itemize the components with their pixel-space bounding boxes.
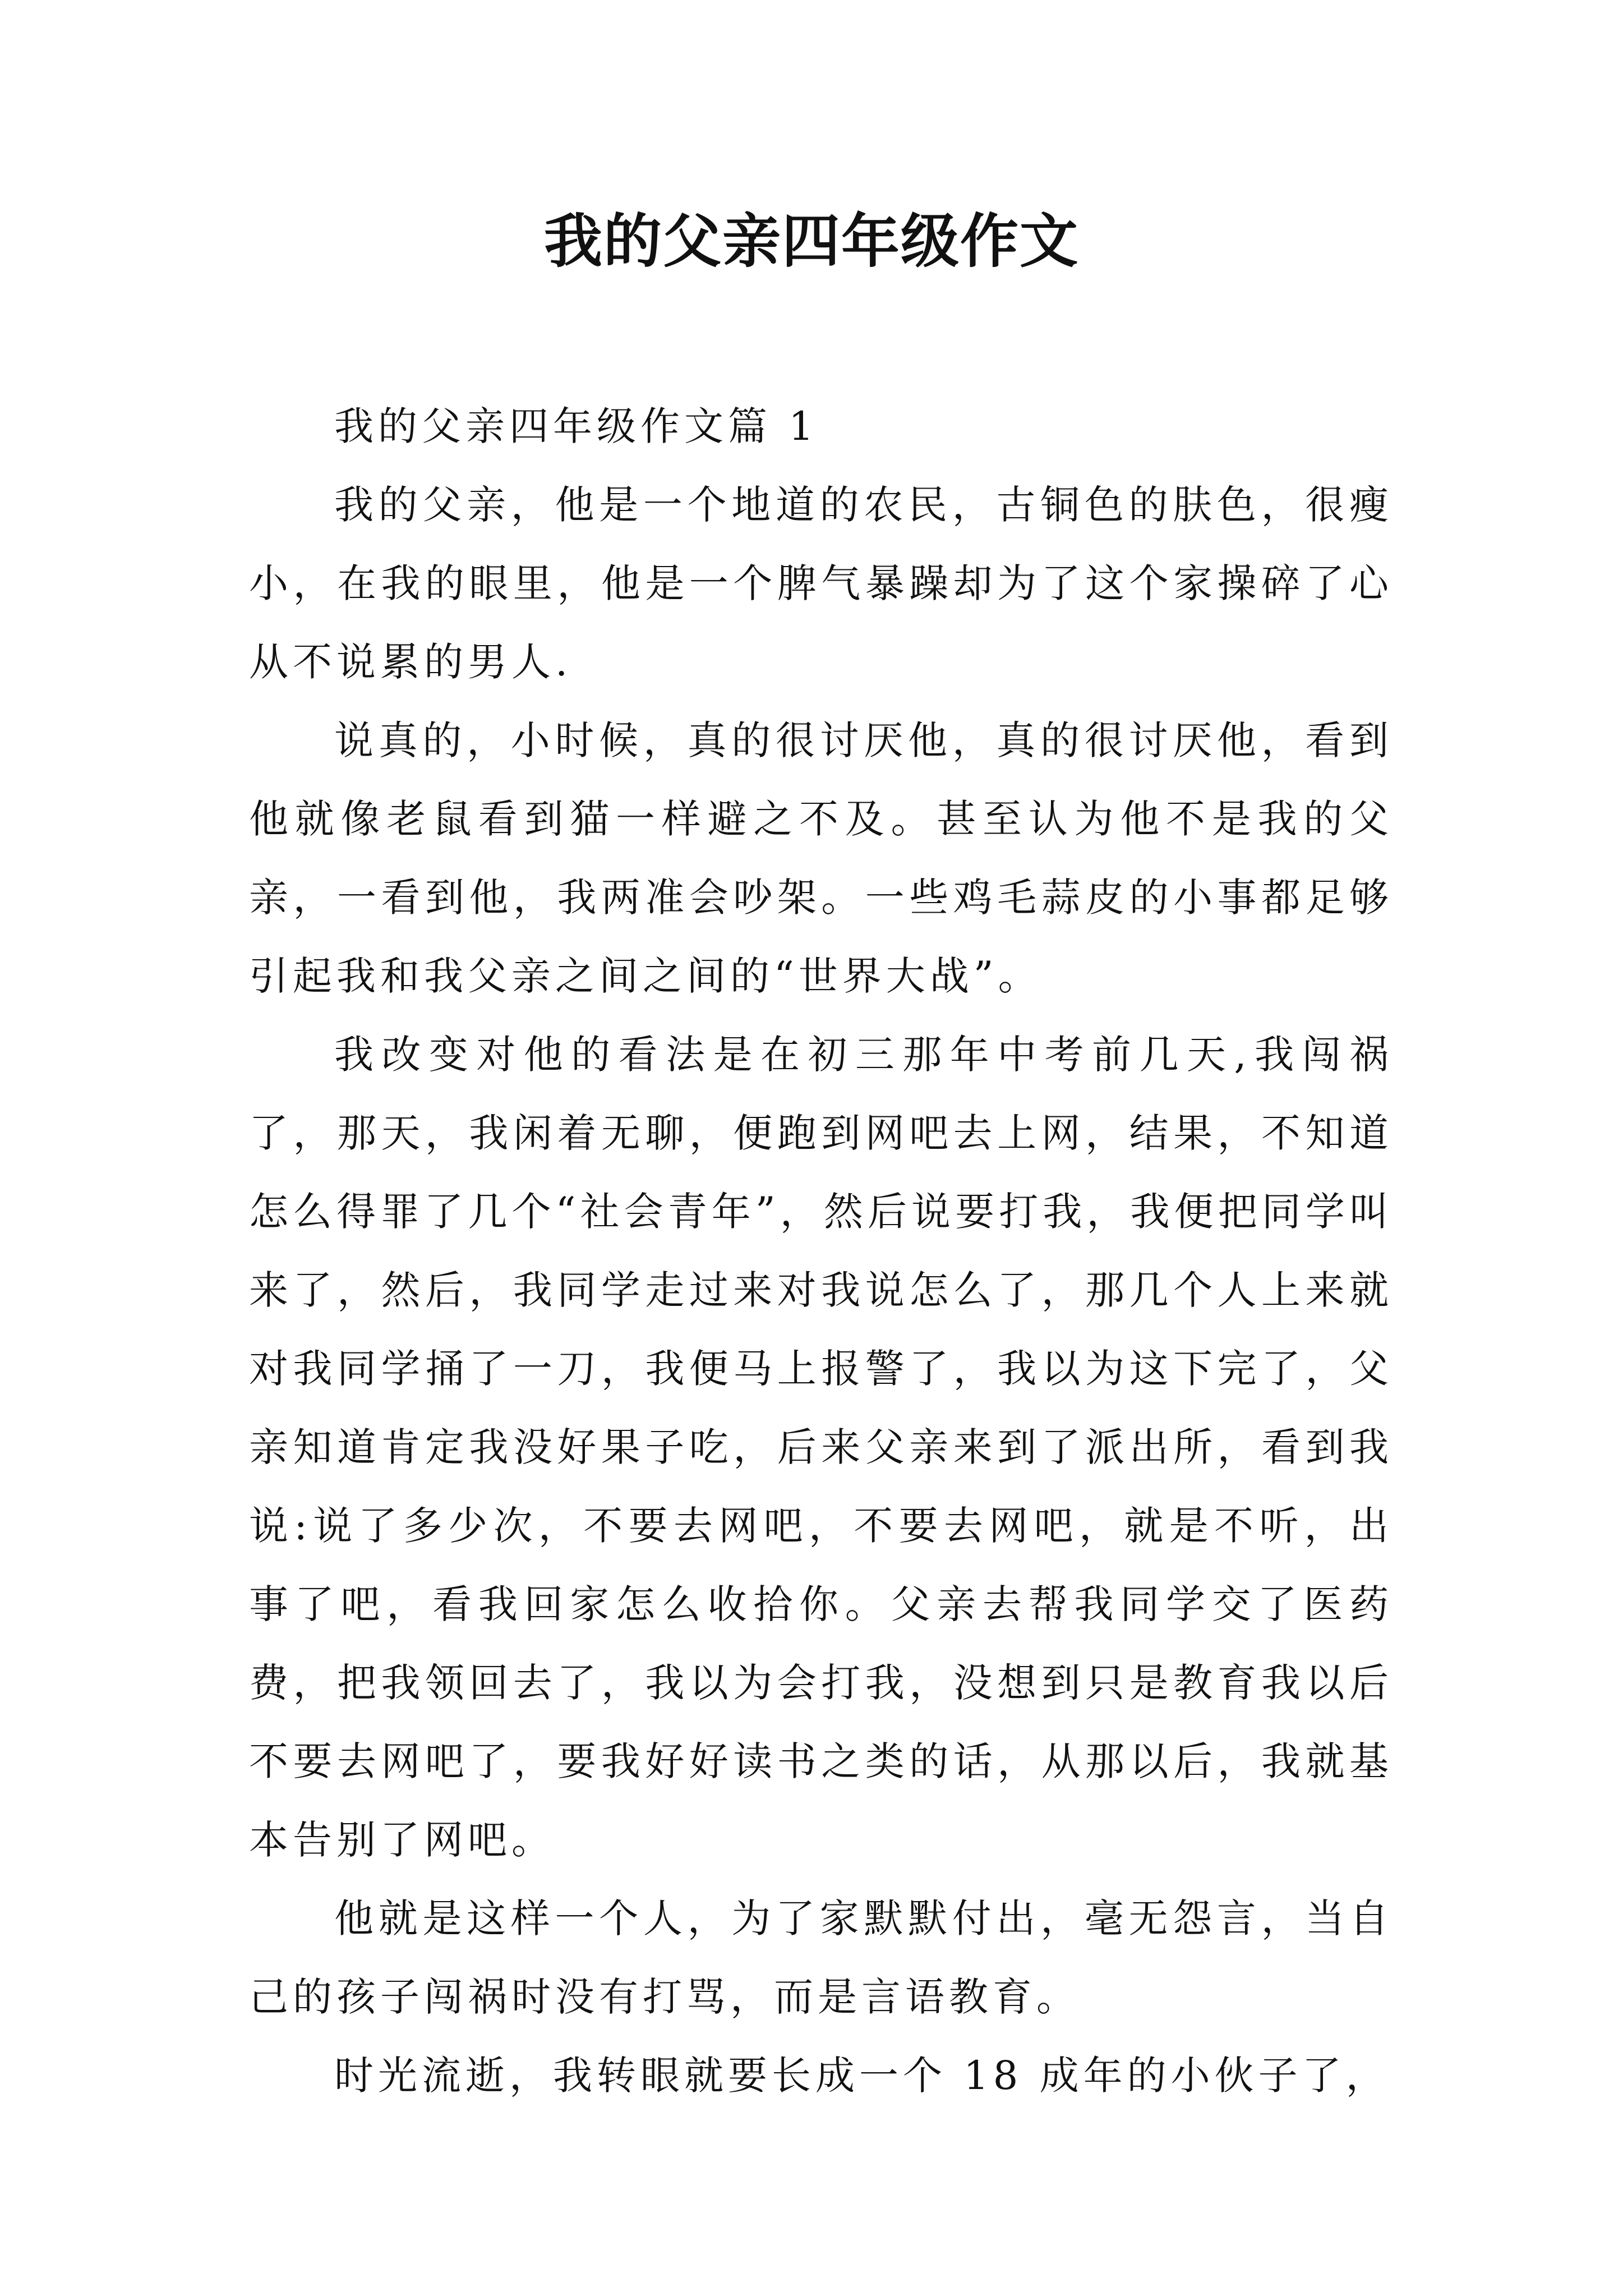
paragraph-5: 时光流逝，我转眼就要长成一个 18 成年的小伙子了， xyxy=(334,2053,1390,2099)
section-heading: 我的父亲四年级作文篇 1 xyxy=(334,403,818,449)
paragraph-1: 我的父亲，他是一个地道的农民，古铜色的肤色，很瘦小，在我的眼里，他是一个脾气暴躁却为了这个家操碎了心从不说累的男人. xyxy=(249,482,1393,685)
paragraph-3: 我改变对他的看法是在初三那年中考前几天,我闯祸了，那天，我闲着无聊，便跑到网吧去上网，结果，不知道怎么得罪了几个“社会青年”，然后说要打我，我便把同学叫来了，然后，我同学走过来对我说怎么了，那几个人上来就对我同学捅了一刀，我便马上报警了，我以为这下完了，父亲知道肯定我没好果子吃，后来父亲来到了派出所，看到我说:说了多少次，不要去网吧，不要去网吧，就是不听，出事了吧，看我回家怎么收拾你。父亲去帮我同学交了医药费，把我领回去了，我以为会打我，没想到只是教育我以后不要去网吧了，要我好好读书之类的话，从那以后，我就基本告别了网吧。 xyxy=(249,1032,1393,1863)
document-body xyxy=(249,387,1393,2115)
document-title: 我的父亲四年级作文 xyxy=(543,206,1079,275)
paragraph-2: 说真的，小时候，真的很讨厌他，真的很讨厌他，看到他就像老鼠看到猫一样避之不及。甚至认为他不是我的父亲，一看到他，我两准会吵架。一些鸡毛蒜皮的小事都足够引起我和我父亲之间之间的“世界大战”。 xyxy=(249,717,1393,999)
paragraph-4: 他就是这样一个人，为了家默默付出，毫无怨言，当自己的孩子闯祸时没有打骂，而是言语教育。 xyxy=(249,1895,1393,2020)
